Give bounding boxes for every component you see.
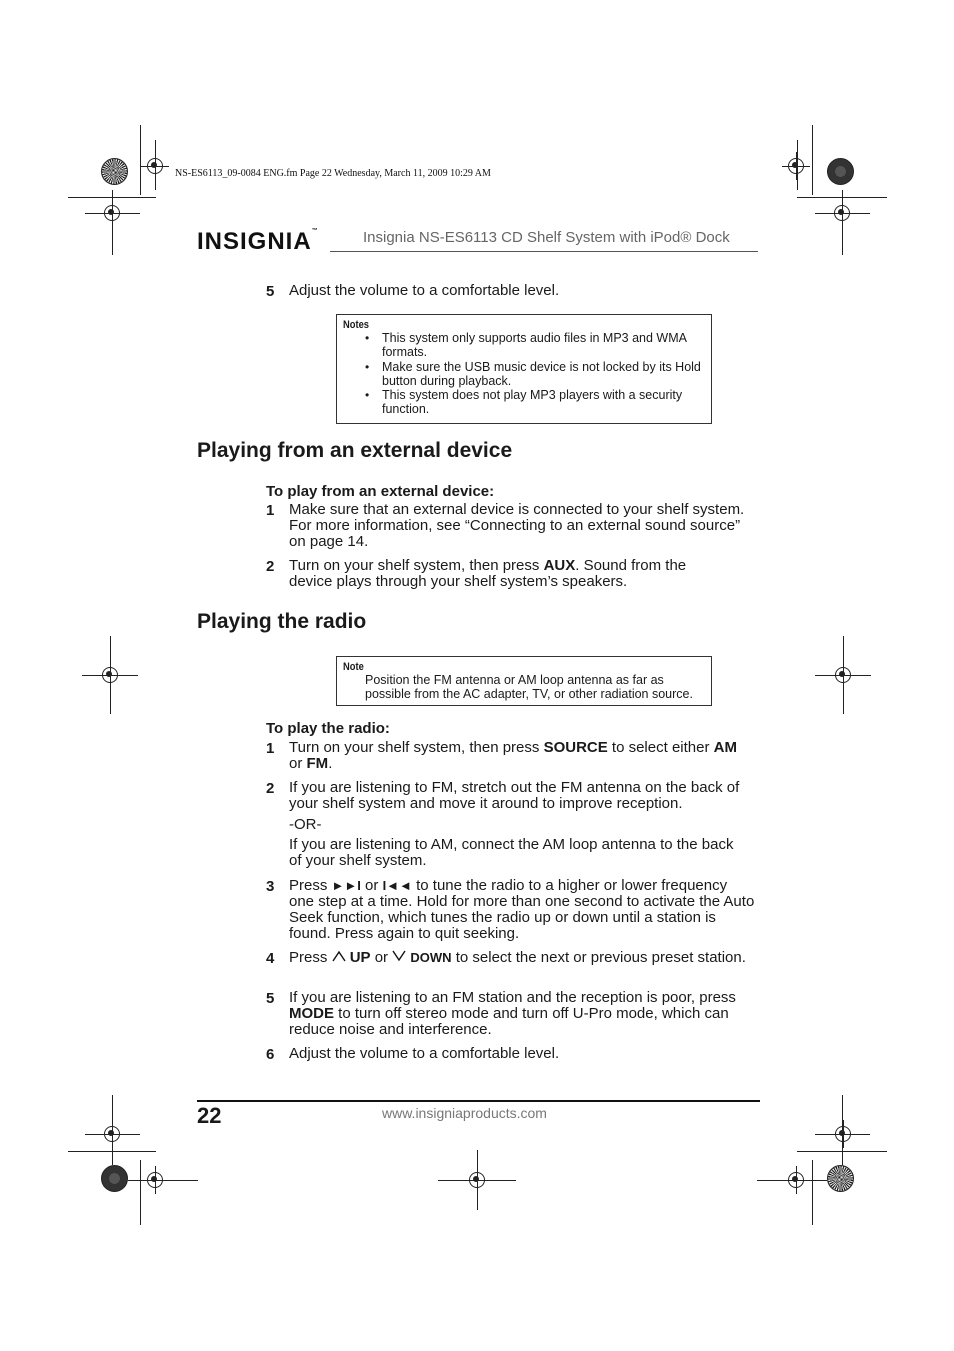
section-heading-radio: Playing the radio [197, 610, 367, 633]
note-label: Note [343, 661, 364, 673]
note-item: This system only supports audio files in MP3 and WMA formats. [382, 331, 687, 359]
key-name: AM [713, 739, 737, 756]
note-box [336, 656, 712, 706]
header-title: Insignia NS-ES6113 CD Shelf System with iPod® Dock [363, 229, 730, 246]
key-name: DOWN [410, 950, 452, 965]
step-text: If you are listening to FM, stretch out the FM antenna on the back of your shelf system and move it around to improve reception. [289, 779, 740, 812]
key-name: SOURCE [543, 739, 608, 756]
bullet: • [365, 388, 370, 402]
step-number: 1 [266, 502, 275, 519]
up-arrow-icon [332, 950, 346, 962]
procedure-subhead: To play from an external device: [266, 483, 495, 500]
step-number: 5 [266, 283, 275, 300]
procedure-subhead: To play the radio: [266, 720, 390, 737]
key-name: AUX [543, 557, 576, 574]
logo-text: INSIGNIA [197, 228, 312, 255]
key-name: FM [306, 755, 329, 772]
step-number: 2 [266, 558, 275, 575]
step-text: If you are listening to an FM station and the reception is poor, press MODE to turn off stereo mode and turn off U-Pro mode, which can reduce noise and interference. [289, 989, 736, 1038]
bullet: • [365, 331, 370, 345]
step-text: Turn on your shelf system, then press AUX. Sound from the device plays through your shelf system’s speakers. [289, 557, 687, 590]
step-number: 2 [266, 780, 275, 797]
step-text: Adjust the volume to a comfortable level. [289, 282, 560, 299]
step-text: Make sure that an external device is connected to your shelf system. For more information, see “Connecting to an external sound source” on page 14. [289, 501, 745, 550]
step-text: Turn on your shelf system, then press SOURCE to select either AM or FM. [289, 739, 737, 772]
previous-track-icon: I◄◄ [382, 878, 412, 893]
file-info: NS-ES6113_09-0084 ENG.fm Page 22 Wednesday, March 11, 2009 10:29 AM [175, 168, 491, 179]
step-number: 4 [266, 950, 275, 967]
note-text: Position the FM antenna or AM loop antenna as far as possible from the AC adapter, TV, or other radiation source. [365, 673, 693, 701]
step-text: Press UP or DOWN to select the next or previous preset station. [289, 949, 746, 966]
down-arrow-icon [392, 950, 406, 962]
step-text: Press ►►I or I◄◄ to tune the radio to a higher or lower frequency one step at a time. Hold for more than one second to activate the Auto Seek function, which tunes the radio up or down until a station is found. Press again to quit seeking. [289, 877, 755, 942]
logo-trademark: ™ [311, 228, 319, 234]
step-text-alt: If you are listening to AM, connect the AM loop antenna to the back of your shelf system. [289, 836, 734, 869]
footer-rule [197, 1100, 760, 1102]
step-text: Adjust the volume to a comfortable level. [289, 1045, 560, 1062]
note-item: This system does not play MP3 players with a security function. [382, 388, 683, 416]
step-number: 1 [266, 740, 275, 757]
insignia-logo [197, 228, 319, 256]
section-heading-external: Playing from an external device [197, 439, 513, 462]
notes-label: Notes [343, 319, 369, 331]
notes-box [336, 314, 712, 424]
footer-url[interactable]: www.insigniaproducts.com [382, 1105, 547, 1121]
step-number: 3 [266, 878, 275, 895]
next-track-icon: ►►I [331, 878, 361, 893]
page-number: 22 [197, 1103, 222, 1128]
note-item: Make sure the USB music device is not locked by its Hold button during playback. [382, 360, 701, 388]
or-separator: -OR- [289, 816, 322, 833]
step-number: 5 [266, 990, 275, 1007]
header-rule [330, 251, 758, 252]
key-name: MODE [289, 1005, 334, 1022]
bullet: • [365, 360, 370, 374]
key-name: UP [349, 949, 371, 966]
step-number: 6 [266, 1046, 275, 1063]
